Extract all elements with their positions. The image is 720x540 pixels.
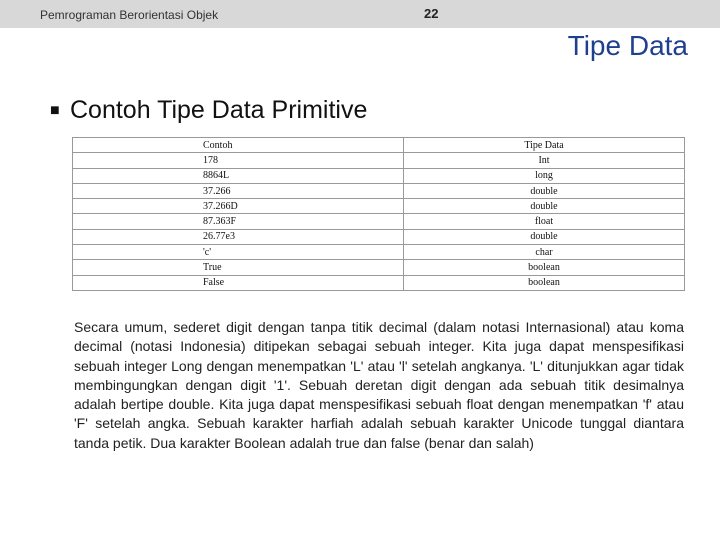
type-cell: boolean (404, 260, 685, 275)
example-cell: True (73, 260, 404, 275)
type-cell: long (404, 168, 685, 183)
example-cell: False (73, 275, 404, 290)
table-row (73, 168, 685, 183)
table-row (73, 153, 685, 168)
table-row (73, 275, 685, 290)
example-cell: 8864L (73, 168, 404, 183)
table-row (73, 214, 685, 229)
type-cell: char (404, 245, 685, 260)
table-row (73, 260, 685, 275)
type-cell: double (404, 199, 685, 214)
example-cell: 178 (73, 153, 404, 168)
example-cell: 37.266D (73, 199, 404, 214)
explanation-paragraph: Secara umum, sederet digit dengan tanpa titik decimal (dalam notasi Internasional) atau koma decimal (notasi Indonesia) ditipekan sebagai sebuah integer. Kita juga dapat menspesifikasi sebuah integer Long dengan menempatkan 'L' atau 'l' setelah angkanya. 'L' ditunjukkan agar tidak membingungkan dengan digit '1'. Sebuah deretan digit dengan ada sebuah titik desimalnya adalah bertipe double. Kita juga dapat menspesifikasi sebuah float dengan menempatkan 'f' atau 'F' setelah angka. Sebuah karakter harfiah adalah sebuah karakter Unicode tunggal diantara tanda petik. Dua karakter Boolean adalah true dan false (benar dan salah) (74, 319, 684, 451)
header-bar (0, 0, 720, 28)
table-row (73, 199, 685, 214)
table-row (73, 229, 685, 244)
type-cell: boolean (404, 275, 685, 290)
bullet-text: Contoh Tipe Data Primitive (70, 96, 368, 124)
bullet-heading (50, 96, 367, 125)
table-header-cell: Tipe Data (404, 138, 685, 153)
example-cell: 87.363F (73, 214, 404, 229)
type-cell: double (404, 229, 685, 244)
type-cell: double (404, 183, 685, 198)
type-cell: float (404, 214, 685, 229)
table-row (73, 183, 685, 198)
example-cell: 26.77e3 (73, 229, 404, 244)
table-header-cell: Contoh (73, 138, 404, 153)
table-row (73, 245, 685, 260)
primitive-types-table (72, 137, 685, 291)
course-title: Pemrograman Berorientasi Objek (40, 8, 219, 22)
table-header-row (73, 138, 685, 153)
example-cell: 37.266 (73, 183, 404, 198)
slide-title: Tipe Data (567, 30, 688, 61)
page-number: 22 (424, 6, 439, 21)
type-cell: Int (404, 153, 685, 168)
example-cell: 'c' (73, 245, 404, 260)
square-bullet-icon: ■ (50, 102, 60, 119)
